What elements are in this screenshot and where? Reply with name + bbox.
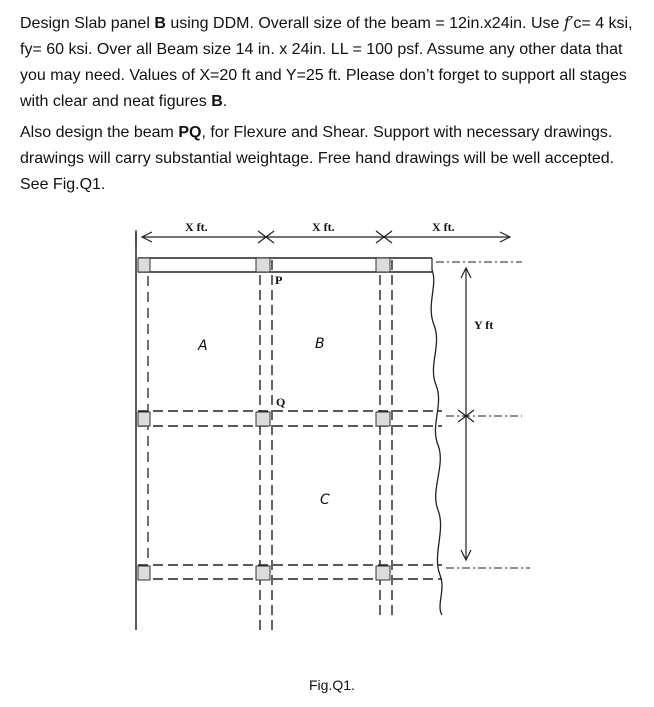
problem-paragraph-2 (20, 120, 638, 198)
panel-label-b: B (315, 336, 325, 352)
column (138, 566, 150, 580)
column (256, 258, 270, 272)
p1-bold-panel-b-2: B (211, 93, 223, 110)
column (138, 258, 150, 272)
column (138, 412, 150, 426)
column (376, 566, 390, 580)
p1-bold-panel-b: B (154, 15, 166, 32)
middle-beam (138, 411, 442, 426)
p1-text-2: using DDM. Overall size of the beam = 12in.x24in. Use (165, 15, 564, 32)
p1-text-4: . (222, 93, 228, 110)
problem-paragraph-1 (20, 10, 638, 115)
extension-lines (436, 262, 530, 568)
p2-bold-beam-pq: PQ (178, 124, 202, 141)
fc-symbol: f′ (563, 13, 574, 32)
slab-plan-figure (0, 210, 654, 707)
figure-caption: Fig.Q1. (309, 677, 355, 693)
point-label-p: P (275, 273, 283, 287)
p2-text-2: , for Flexure and Shear. Support with necessary drawings. drawings will carry substantial weightage. Free hand drawings will be well accepted. See Fig.Q1. (20, 124, 615, 193)
dim-x-label-1: X ft. (185, 220, 208, 234)
panel-label-c: C (320, 492, 330, 508)
column (256, 412, 270, 426)
columns (138, 258, 390, 580)
column (376, 258, 390, 272)
p1-text-3: c= 4 ksi, fy= 60 ksi. Over all Beam size 14 in. x 24in. LL = 100 psf. Assume any other data that you may need. Values of X=20 ft and Y=25 ft. Please don’t forget to support all stages with clear and neat figures (20, 15, 633, 110)
p1-text-1: Design Slab panel (20, 15, 155, 32)
break-line-right (431, 270, 442, 615)
dim-x-label-3: X ft. (432, 220, 455, 234)
panel-label-a: A (198, 338, 208, 354)
bottom-beam (138, 565, 442, 579)
dim-x-label-2: X ft. (312, 220, 335, 234)
point-label-q: Q (276, 395, 286, 409)
column (376, 412, 390, 426)
column (256, 566, 270, 580)
y-dimension-line (458, 268, 474, 560)
dim-y-label: Y ft (474, 318, 494, 332)
p2-text-1: Also design the beam (20, 124, 179, 141)
